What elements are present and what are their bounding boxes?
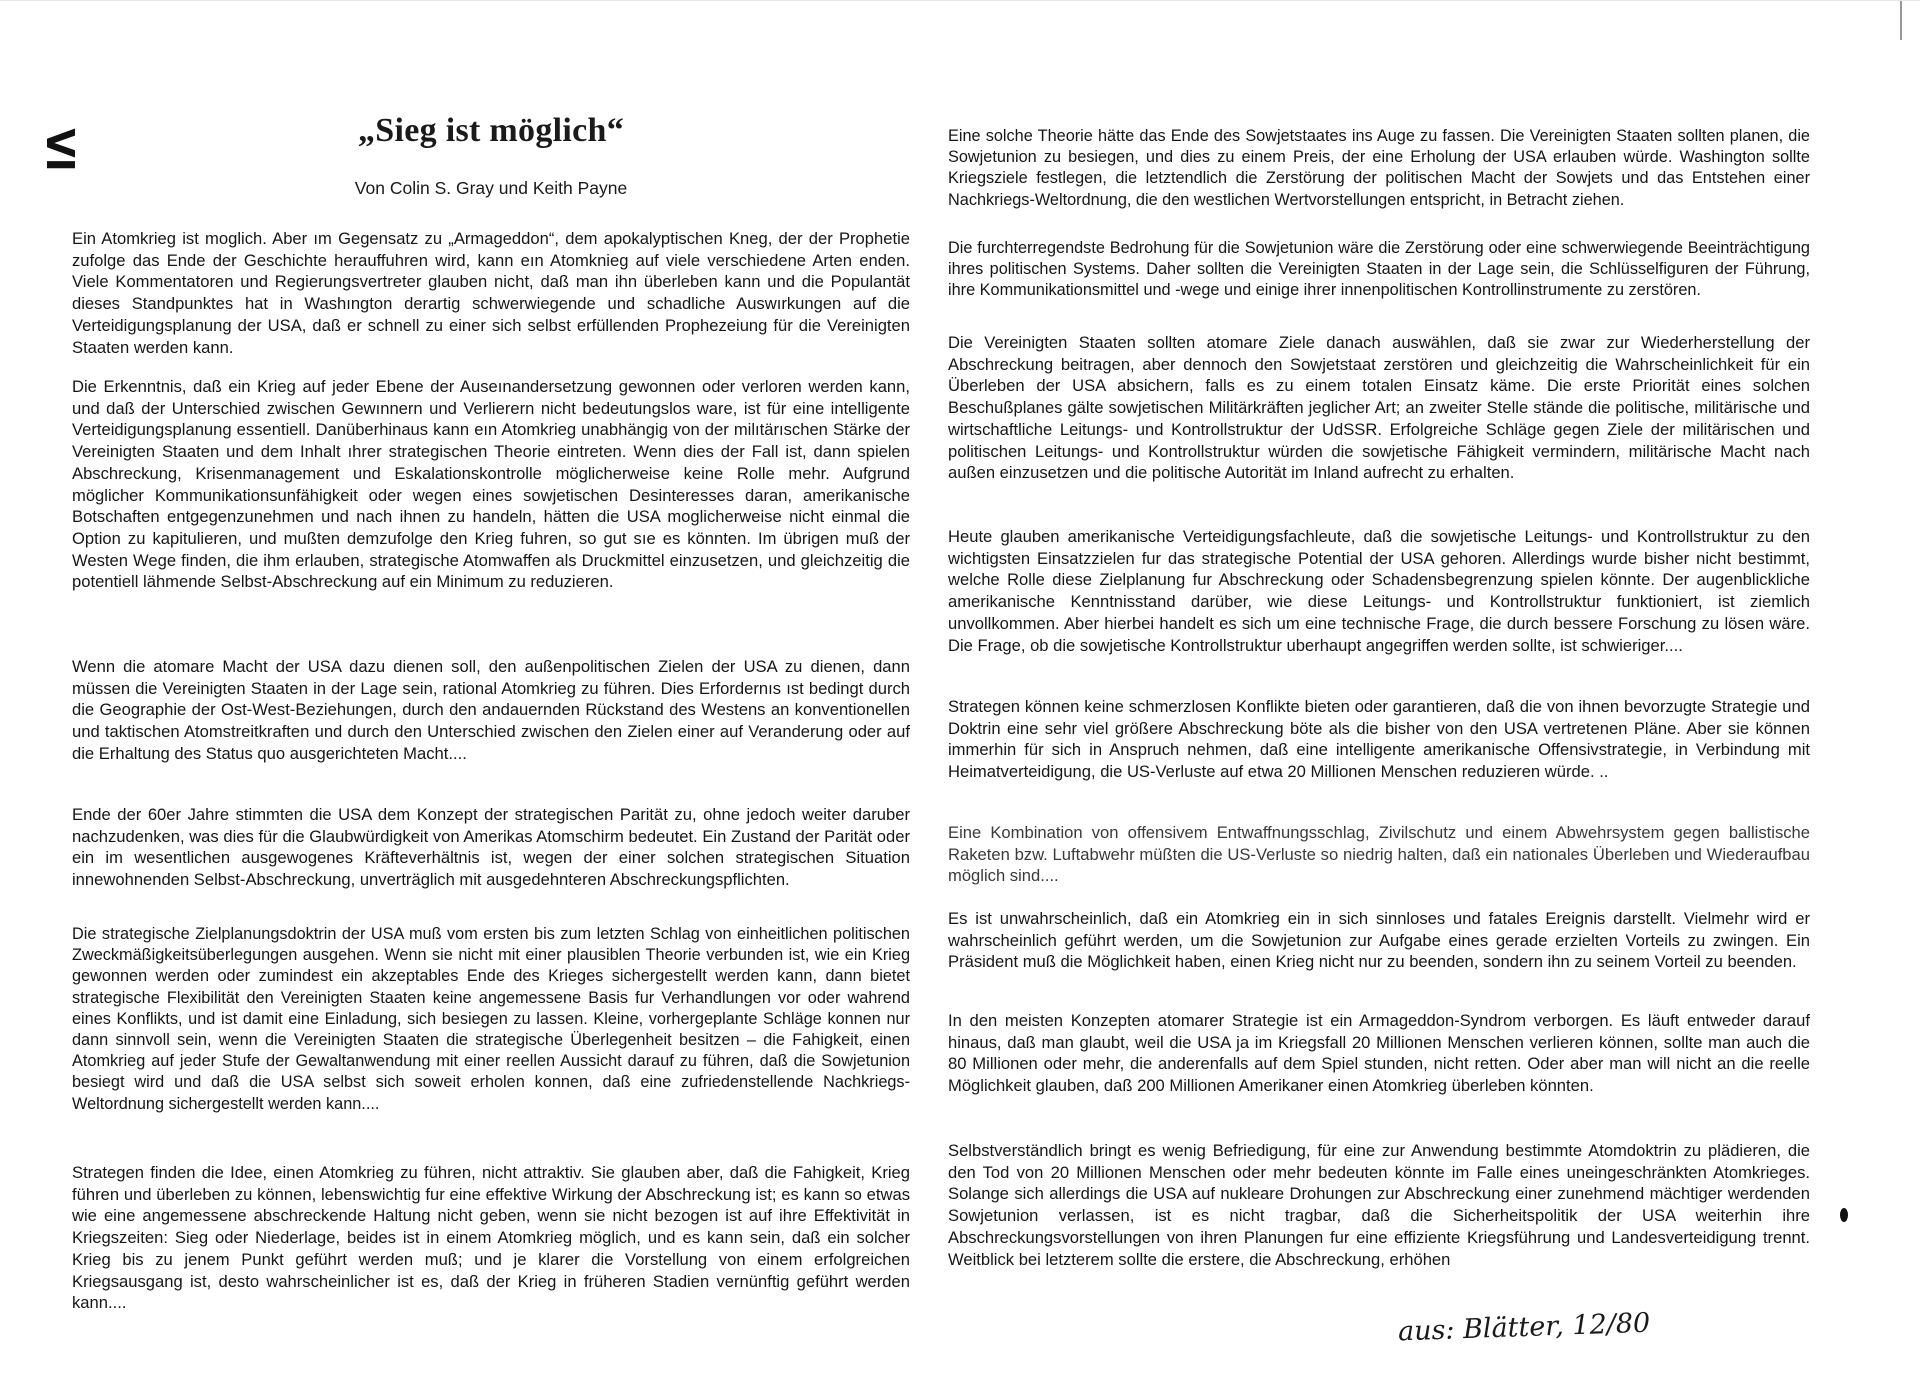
paragraph: Ende der 60er Jahre stimmten die USA dem Konzept der strategischen Parität zu, ohne jedoch weiter daruber nachzudenken, was dies für die Glaubwürdigkeit von Amerikas Atomschirm bedeutet. Ein Zustand der Parität oder ein im wesentlichen ausgewogenes Kräfteverhältnis ist, wegen der einer solchen strategischen Situation innewohnenden Selbst-Abschreckung, unverträglich mit ausgedehnteren Abschreckungspflichten. [72,805,910,890]
scan-top-edge [0,0,1920,1]
paragraph: Eine solche Theorie hätte das Ende des Sowjetstaates ins Auge zu fassen. Die Vereinigten Staaten sollten planen, die Sowjetunion zu besiegen, und dies zu einem Preis, der eine Erholung der USA erlauben würde. Washington sollte Kriegsziele festlegen, die letztendlich die Zerstörung der politischen Macht der Sowjets und das Entstehen einer Nachkriegs-Weltordnung, die den westlichen Wertvorstellungen entspricht, in Betracht ziehen. [948,127,1810,209]
paragraph: Strategen finden die Idee, einen Atomkrieg zu führen, nicht attraktiv. Sie glauben aber, daß die Fahigkeit, Krieg führen und überleben zu können, lebenswichtig fur eine effektive Wirkung der Abschreckung ist; es kann so etwas wie eine angemessene abschreckende Haltung nicht geben, wenn sie nicht bezogen ist auf ihre Effektivität in Kriegszeiten: Sieg oder Niederlage, beides ist in einem Atomkrieg möglich, und es kann sein, daß ein solcher Krieg bis zu jenem Punkt geführt werden muß; und je klarer die Vorstellung von einem erfolgreichen Kriegsausgang ist, desto wahrscheinlicher ist es, daß der Krieg in früheren Stadien vernünftig geführt werden kann.... [72,1163,910,1313]
article-authors: Von Colin S. Gray und Keith Payne [354,178,628,198]
paragraph: Die furchterregendste Bedrohung für die Sowjetunion wäre die Zerstörung oder eine schwerwiegende Beeinträchtigung ihres politischen Systems. Daher sollten die Vereinigten Staaten in der Lage sein, die Schlüsselfiguren der Führung, ihre Kommunikationsmittel und -wege und einige ihrer innenpolitischen Kontrollinstrumente zu zerstören. [948,239,1810,300]
ink-speck [1840,1208,1848,1222]
paragraph: Es ist unwahrscheinlich, daß ein Atomkrieg ein in sich sinnloses und fatales Ereignis darstellt. Vielmehr wird er wahrscheinlich geführt werden, um die Sowjetunion zur Aufgabe eines gerade erzielten Vorteils zu zwingen. Ein Präsident muß die Möglichkeit haben, einen Krieg nicht nur zu beenden, sondern ihn zu seinem Vorteil zu beenden. [948,909,1810,972]
article-title: „Sieg ist möglich“ [357,112,625,149]
paragraph: Ein Atomkrieg ist moglich. Aber ım Gegensatz zu „Armageddon“, dem apokalyptischen Kneg, der der Prophetie zufolge das Ende der Geschichte herauffuhren wird, kann eın Atomknieg auf viele verschiedene Arten enden. Viele Kommentatoren und Regierungsvertreter glauben nicht, daß man ihn überleben kann und die Populantät dieses Standpunktes hat in Washıngton derartig schwerwiegende und schadliche Auswırkungen auf die Verteidigungsplanung der USA, daß er schnell zu einer sich selbst erfüllenden Prophezeiung für die Vereinigten Staaten werden kann. [72,229,910,357]
paragraph: Wenn die atomare Macht der USA dazu dienen soll, den außenpolitischen Zielen der USA zu dienen, dann müssen die Vereinigten Staaten in der Lage sein, rational Atomkrieg zu führen. Dies Erfordernıs ıst bedingt durch die Geographie der Ost-West-Beziehungen, durch den andauernden Rückstand des Westens an konventionellen und taktischen Atomstreitkraften und durch den Unterschied zwischen den Zielen einer auf Veranderung oder auf die Erhaltung des Status quo ausgerichteten Macht.... [72,657,910,763]
paragraph: Eine Kombination von offensivem Entwaffnungsschlag, Zivilschutz und einem Abwehrsystem gegen ballistische Raketen bzw. Luftabwehr müßten die US-Verluste so niedrig halten, daß ein nationales Überleben und Wiederaufbau möglich sind.... [948,823,1810,886]
paragraph: Die Erkenntnis, daß ein Krieg auf jeder Ebene der Auseınandersetzung gewonnen oder verloren werden kann, und daß der Unterschied zwischen Gewınnern und Verlierern nicht bedeutungslos ware, ist für eine intelligente Verteidigungsplanung essentiell. Danüberhinaus kann eın Atomkrieg unabhängig von der milıtärıschen Stärke der Vereinigten Staaten und dem Inhalt ıhrer strategischen Theorie eintreten. Wenn dies der Fall ist, dann spielen Abschreckung, Krisenmanagement und Eskalationskontrolle möglicherweise keine Rolle mehr. Aufgrund möglicher Kommunikationsunfähigkeit oder wegen eines sowjetischen Desinteresses daran, amerikanische Botschaften entgegenzunehmen und nach ihnen zu handeln, hätten die USA moglicherweise nicht einmal die Option zu kapitulieren, und mußten demzufolge den Krieg fuhren, so gut sıe es könnten. Im übrigen muß der Westen Wege finden, die ihm erlauben, strategische Atomwaffen als Druckmittel einzusetzen, und gleichzeitig die potentiell lähmende Selbst-Abschreckung auf ein Minimum zu reduzieren. [72,377,910,592]
paragraph: Heute glauben amerikanische Verteidigungsfachleute, daß die sowjetische Leitungs- und Kontrollstruktur zu den wichtigsten Einsatzzielen fur das strategische Potential der USA gehoren. Allerdings wurde bisher nicht bestimmt, welche Rolle diese Zielplanung fur Abschreckung oder Schadensbegrenzung spielen könnte. Der augenblickliche amerikanische Kenntnisstand darüber, wie diese Leitungs- und Kontrollstruktur funktioniert, ist ziemlich unvollkommen. Aber hierbei handelt es sich um eine technische Frage, die durch bessere Forschung zu lösen wäre. Die Frage, ob die sowjetische Kontrollstruktur uberhaupt angegriffen werden sollte, ist schwieriger.... [948,527,1810,655]
paragraph: Die strategische Zielplanungsdoktrin der USA muß vom ersten bis zum letzten Schlag von einheitlichen politischen Zweckmäßigkeitsüberlegungen ausgehen. Wenn sie nicht mit einer plausiblen Theorie verbunden ist, wie ein Krieg gewonnen werden oder zumindest ein akzeptables Ende des Krieges sichergestellt werden kann, dann bietet strategische Flexibilität den Vereinigten Staaten keine angemessene Basis fur Verhandlungen vor oder wahrend eines Konflikts, und ist damit eine Einladung, sich besiegen zu lassen. Kleine, vorhergeplante Schläge konnen nur dann sinnvoll sein, wenn die Vereinigten Staaten die strategische Überlegenheit besitzen – die Fahigkeit, einen Atomkrieg auf jeder Stufe der Gewaltanwendung mit einer reellen Aussicht darauf zu führen, daß die Sowjetunion besiegt wird und daß die USA selbst sich soweit erholen konnen, daß eine zufriedenstellende Nachkriegs-Weltordnung sichergestellt werden kann.... [72,925,910,1113]
paragraph: Die Vereinigten Staaten sollten atomare Ziele danach auswählen, daß sie zwar zur Wiederherstellung der Abschreckung beitragen, aber dennoch den Sowjetstaat zerstören und gleichzeitig die Wahrscheinlichkeit für ein Überleben der USA absichern, falls es zu einem totalen Einsatz käme. Die erste Priorität eines solchen Beschußplanes gälte sowjetischen Militärkräften jeglicher Art; an zweiter Stelle stände die politische, militärische und wirtschaftliche Leitungs- und Kontrollstruktur der UdSSR. Erfolgreiche Schläge gegen Ziele der militärischen und politischen Leitungs- und Kontrollstruktur würden die sowjetische Fähigkeit vermindern, militärische Macht nach außen einzusetzen und die politische Autorität im Inland aufrecht zu erhalten. [948,333,1810,483]
handwritten-source-note: aus: Blätter, 12/80 [1397,1307,1651,1348]
scan-edge-mark [1900,0,1902,40]
paragraph: Strategen können keine schmerzlosen Konflikte bieten oder garantieren, daß die von ihnen bevorzugte Strategie und Doktrin eine sehr viel größere Abschreckung böte als die bisher von den USA vertretenen Pläne. Aber sie können immerhin für sich in Anspruch nehmen, daß eine intelligente amerikanische Offensivstrategie, in Verbindung mit Heimatverteidigung, die US-Verluste auf etwa 20 Millionen Menschen reduzieren würde. .. [948,697,1810,782]
margin-annotation: VI [37,128,82,172]
paragraph: Selbstverständlich bringt es wenig Befriedigung, für eine zur Anwendung bestimmte Atomdoktrin zu plädieren, die den Tod von 20 Millionen Menschen oder mehr bedeuten könnte im Falle eines uneingeschränkten Atomkrieges. Solange sich allerdings die USA auf nukleare Drohungen zur Abschreckung einer zunehmend mächtiger werdenden Sowjetunion verlassen, ist es nicht tragbar, daß die Sicherheitspolitik der USA weiterhin ihre Abschreckungsvorstellungen von ihren Planungen fur eine effiziente Kriegsführung und Landesverteidigung trennt. Weitblick bei letzterem sollte die erstere, die Abschreckung, erhöhen [948,1141,1810,1269]
paragraph: In den meisten Konzepten atomarer Strategie ist ein Armageddon-Syndrom verborgen. Es läuft entweder darauf hinaus, daß man glaubt, weil die USA ja im Kriegsfall 20 Millionen Menschen verlieren können, sollte man auch die 80 Millionen oder mehr, die anderenfalls auf dem Spiel stunden, nicht retten. Oder aber man will nicht an die reelle Möglichkeit glauben, daß 200 Millionen Amerikaner einen Atomkrieg überleben könnten. [948,1011,1810,1096]
